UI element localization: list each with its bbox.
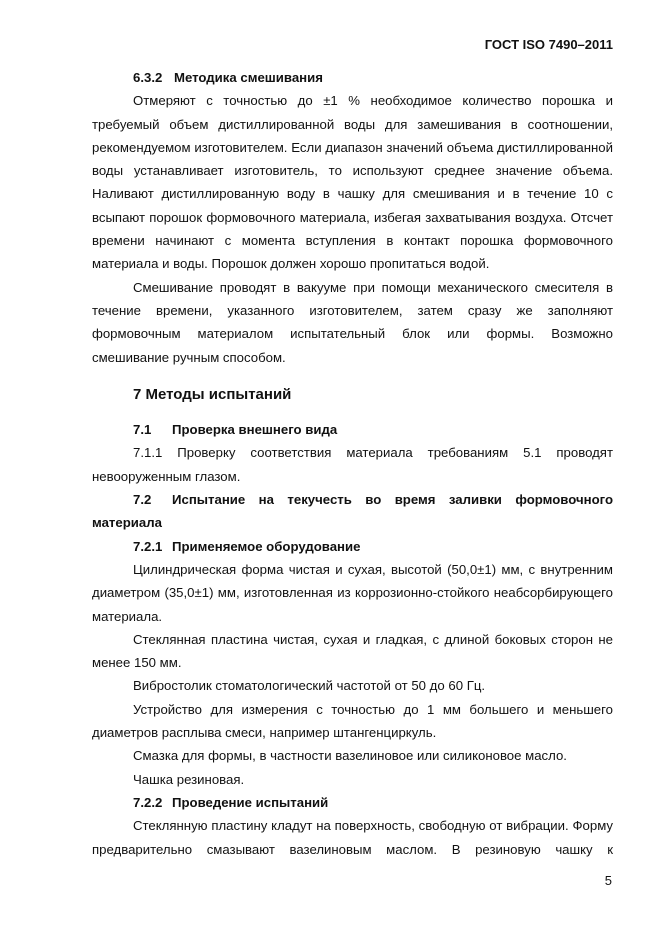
section-7-2-1-heading: [92, 535, 613, 558]
paragraph: Устройство для измерения с точностью до 1 мм большего и меньшего диаметров расплыва смеси, например штангенциркуль.: [92, 701, 613, 741]
section-number: 7.2: [133, 492, 152, 508]
paragraph: Стеклянная пластина чистая, сухая и гладкая, с длиной боковых сторон не менее 150 мм.: [92, 631, 613, 671]
section-7-2-2-heading: [92, 791, 613, 814]
paragraph: Смешивание проводят в вакууме при помощи механического смесителя в течение времени, указанного изготовителем, затем сразу же заполняют формовочным материалом испытательный блок или формы. Возможно смешивание ручным способом.: [92, 279, 613, 365]
document-body: [92, 66, 613, 861]
section-7-heading: 7 Методы испытаний: [133, 385, 292, 403]
section-number: 6.3.2: [133, 70, 163, 85]
section-6-3-2-heading: [92, 66, 613, 89]
section-title: Методика смешивания: [174, 70, 323, 85]
section-7-2-heading: [92, 488, 613, 535]
section-title: Применяемое оборудование: [172, 538, 361, 554]
section-number: 7.2.2: [133, 794, 163, 810]
paragraph: Отмеряют с точностью до ±1 % необходимое количество порошка и требуемый объем дистиллированной воды для замешивания в соотношении, рекомендуемом изготовителем. Если диапазон значений объема дистиллированной воды устанавливает изготовитель, то используют среднее значение объема. Наливают дистиллированную воду в чашку для смешивания и в течение 10 с всыпают порошок формовочного материала, избегая захватывания воздуха. Отсчет времени начинают с момента вступления в контакт порошка формовочного материала и воды. Порошок должен хорошо пропитаться водой.: [92, 93, 613, 272]
section-title: Проведение испытаний: [172, 794, 329, 810]
paragraph: Стеклянную пластину кладут на поверхность, свободную от вибрации. Форму предварительно смазывают вазелиновым маслом. В резиновую чашку к: [92, 818, 613, 857]
section-title: Проверка внешнего вида: [172, 422, 338, 438]
paragraph: Вибростолик стоматологический частотой от 50 до 60 Гц.: [133, 678, 486, 694]
section-7-1-heading: [92, 418, 613, 441]
paragraph: 7.1.1 Проверку соответствия материала требованиям 5.1 проводят невооруженным глазом.: [92, 445, 613, 484]
paragraph: Цилиндрическая форма чистая и сухая, высотой (50,0±1) мм, с внутренним диаметром (35,0±1) мм, изготовленная из коррозионно-стойкого неабсорбирующего материала.: [92, 561, 613, 624]
section-number: 7.2.1: [133, 538, 163, 554]
section-title: Испытание на текучесть во время заливки формовочного материала: [92, 492, 613, 531]
document-header: ГОСТ ISO 7490–2011: [484, 37, 613, 52]
section-number: 7.1: [133, 422, 152, 438]
paragraph: Чашка резиновая.: [133, 771, 245, 787]
page-number: 5: [604, 873, 612, 888]
paragraph: Смазка для формы, в частности вазелиновое или силиконовое масло.: [133, 748, 567, 764]
